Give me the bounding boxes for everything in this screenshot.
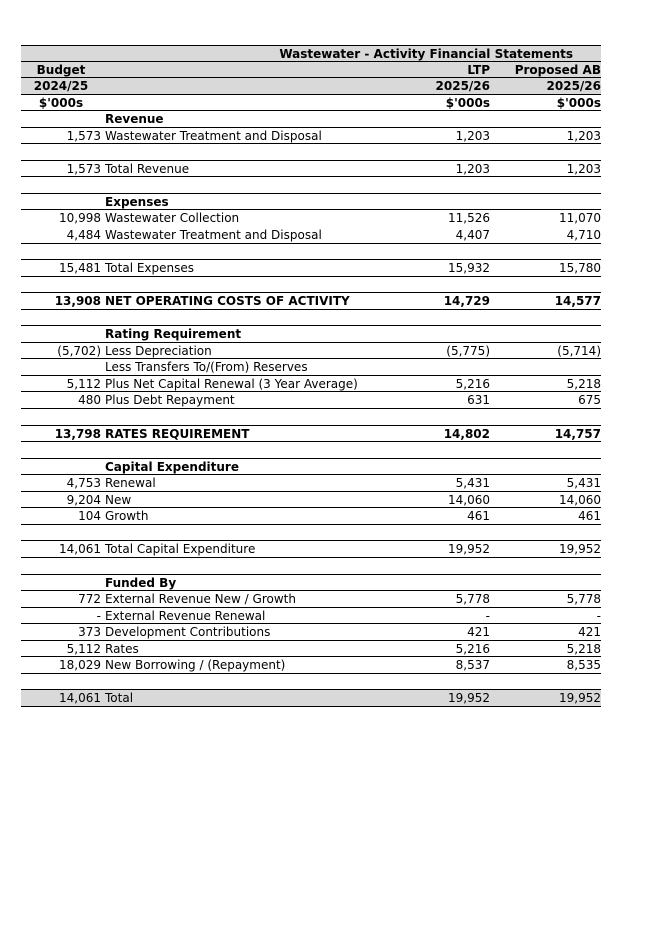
ltp-cell: 14,729 xyxy=(443,294,490,309)
spacer-row xyxy=(21,674,601,691)
budget-cell: 5,112 xyxy=(66,641,101,656)
section-heading: Expenses xyxy=(105,194,169,209)
proposed-cell: 5,218 xyxy=(566,641,601,656)
label-cell: Total Expenses xyxy=(105,261,195,276)
proposed-cell: 5,778 xyxy=(566,592,601,607)
label-cell: External Revenue Renewal xyxy=(105,608,266,623)
table-row xyxy=(21,657,601,674)
label-cell: NET OPERATING COSTS OF ACTIVITY xyxy=(105,294,350,309)
budget-cell: 5,112 xyxy=(66,376,101,391)
spacer-row xyxy=(21,277,601,294)
proposed-cell: 675 xyxy=(578,393,601,408)
ltp-cell: - xyxy=(485,608,490,623)
header-budget-unit: $'000s xyxy=(38,95,84,110)
financial-statement-table xyxy=(21,45,601,707)
budget-cell: 9,204 xyxy=(66,492,101,507)
label-cell: Development Contributions xyxy=(105,625,271,640)
ltp-cell: 5,431 xyxy=(455,476,490,491)
label-cell: Plus Debt Repayment xyxy=(105,393,235,408)
proposed-cell: 461 xyxy=(578,509,601,524)
table-row xyxy=(21,128,601,145)
budget-cell: 18,029 xyxy=(59,658,101,673)
budget-cell: 15,481 xyxy=(59,261,101,276)
table-row xyxy=(21,641,601,658)
section-heading-capex xyxy=(21,459,601,476)
proposed-cell: 8,535 xyxy=(566,658,601,673)
budget-cell: 10,998 xyxy=(59,211,101,226)
table-row xyxy=(21,343,601,360)
table-row xyxy=(21,492,601,509)
ltp-cell: 421 xyxy=(467,625,490,640)
spacer-row xyxy=(21,442,601,459)
label-cell: Growth xyxy=(105,509,149,524)
spacer-row xyxy=(21,177,601,194)
ltp-cell: 461 xyxy=(467,509,490,524)
budget-cell: 1,573 xyxy=(66,128,101,143)
section-heading: Rating Requirement xyxy=(105,327,242,342)
budget-cell: 772 xyxy=(78,592,101,607)
ltp-cell: 5,216 xyxy=(455,376,490,391)
proposed-cell: 14,757 xyxy=(554,426,601,441)
label-cell: Renewal xyxy=(105,476,156,491)
table-title-row xyxy=(21,45,601,62)
ltp-cell: 5,778 xyxy=(455,592,490,607)
table-row-total xyxy=(21,541,601,558)
budget-cell: 104 xyxy=(78,509,101,524)
proposed-cell: 19,952 xyxy=(559,542,601,557)
table-row xyxy=(21,475,601,492)
table-row xyxy=(21,376,601,393)
label-cell: Wastewater Treatment and Disposal xyxy=(105,228,322,243)
table-row-net-operating xyxy=(21,293,601,310)
section-heading: Funded By xyxy=(105,575,177,590)
header-ltp-label: LTP xyxy=(467,62,490,77)
table-row xyxy=(21,591,601,608)
table-row-total xyxy=(21,260,601,277)
table-row xyxy=(21,392,601,409)
ltp-cell: 5,216 xyxy=(455,641,490,656)
label-cell: Wastewater Treatment and Disposal xyxy=(105,128,322,143)
spacer-row xyxy=(21,558,601,575)
proposed-cell: 14,060 xyxy=(559,492,601,507)
proposed-cell: 15,780 xyxy=(559,261,601,276)
header-proposed-year: 2025/26 xyxy=(546,79,601,94)
ltp-cell: 14,802 xyxy=(443,426,490,441)
header-budget-year: 2024/25 xyxy=(33,79,89,94)
table-row-total xyxy=(21,161,601,178)
header-proposed-label: Proposed AB xyxy=(514,62,601,77)
budget-cell: 13,798 xyxy=(54,426,101,441)
ltp-cell: 14,060 xyxy=(448,492,490,507)
budget-cell: (5,702) xyxy=(57,343,101,358)
label-cell: Total xyxy=(105,691,134,706)
label-cell: Less Transfers To/(From) Reserves xyxy=(105,360,308,375)
table-row xyxy=(21,508,601,525)
label-cell: Rates xyxy=(105,641,139,656)
budget-cell: 14,061 xyxy=(59,542,101,557)
ltp-cell: 19,952 xyxy=(448,542,490,557)
budget-cell: 480 xyxy=(78,393,101,408)
section-heading-revenue xyxy=(21,111,601,128)
ltp-cell: 4,407 xyxy=(455,228,490,243)
section-heading-funded xyxy=(21,575,601,592)
proposed-cell: 421 xyxy=(578,625,601,640)
label-cell: Less Depreciation xyxy=(105,343,212,358)
spacer-row xyxy=(21,244,601,261)
budget-cell: 4,484 xyxy=(66,228,101,243)
ltp-cell: 1,203 xyxy=(455,128,490,143)
proposed-cell: - xyxy=(596,608,601,623)
label-cell: Total Capital Expenditure xyxy=(105,542,256,557)
header-budget-label: Budget xyxy=(36,62,86,77)
spacer-row xyxy=(21,144,601,161)
table-row xyxy=(21,608,601,625)
table-row-grand-total xyxy=(21,690,601,707)
label-cell: Plus Net Capital Renewal (3 Year Average) xyxy=(105,376,358,391)
table-row xyxy=(21,624,601,641)
label-cell: New xyxy=(105,492,132,507)
ltp-cell: 8,537 xyxy=(455,658,490,673)
table-row-rates-requirement xyxy=(21,426,601,443)
table-row xyxy=(21,210,601,227)
label-cell: Wastewater Collection xyxy=(105,211,240,226)
spacer-row xyxy=(21,525,601,542)
ltp-cell: 19,952 xyxy=(448,691,490,706)
budget-cell: 4,753 xyxy=(66,476,101,491)
header-row-1 xyxy=(21,62,601,79)
ltp-cell: 631 xyxy=(467,393,490,408)
section-heading-expenses xyxy=(21,194,601,211)
section-heading: Revenue xyxy=(105,112,164,127)
budget-cell: 13,908 xyxy=(54,294,101,309)
proposed-cell: 11,070 xyxy=(559,211,601,226)
label-cell: New Borrowing / (Repayment) xyxy=(105,658,286,673)
table-row xyxy=(21,227,601,244)
proposed-cell: 1,203 xyxy=(566,128,601,143)
proposed-cell: (5,714) xyxy=(557,343,601,358)
spacer-row xyxy=(21,409,601,426)
proposed-cell: 14,577 xyxy=(554,294,601,309)
proposed-cell: 5,431 xyxy=(566,476,601,491)
header-row-3 xyxy=(21,95,601,112)
budget-cell: 1,573 xyxy=(66,161,101,176)
ltp-cell: (5,775) xyxy=(446,343,490,358)
ltp-cell: 1,203 xyxy=(455,161,490,176)
budget-cell: 373 xyxy=(78,625,101,640)
proposed-cell: 5,218 xyxy=(566,376,601,391)
table-title: Wastewater - Activity Financial Statements xyxy=(279,47,573,61)
budget-cell: 14,061 xyxy=(59,691,101,706)
header-ltp-year: 2025/26 xyxy=(435,79,490,94)
ltp-cell: 15,932 xyxy=(448,261,490,276)
budget-cell: - xyxy=(96,608,101,623)
section-heading-rating xyxy=(21,326,601,343)
label-cell: External Revenue New / Growth xyxy=(105,592,296,607)
proposed-cell: 19,952 xyxy=(559,691,601,706)
label-cell: RATES REQUIREMENT xyxy=(105,426,250,441)
label-cell: Total Revenue xyxy=(105,161,190,176)
header-row-2 xyxy=(21,78,601,95)
table-row xyxy=(21,359,601,376)
section-heading: Capital Expenditure xyxy=(105,459,239,474)
proposed-cell: 4,710 xyxy=(566,228,601,243)
spacer-row xyxy=(21,310,601,327)
ltp-cell: 11,526 xyxy=(448,211,490,226)
header-ltp-unit: $'000s xyxy=(445,95,490,110)
proposed-cell: 1,203 xyxy=(566,161,601,176)
header-proposed-unit: $'000s xyxy=(556,95,601,110)
